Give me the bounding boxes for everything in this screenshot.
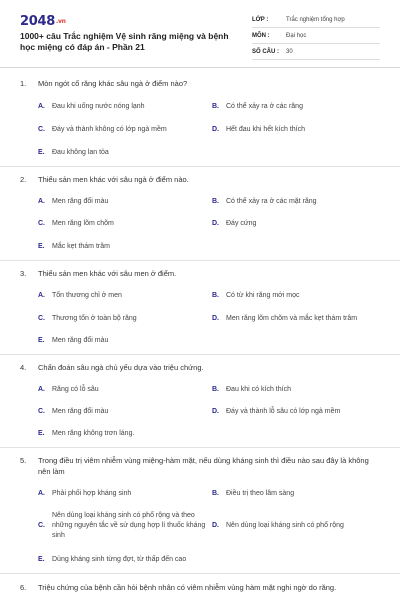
option-letter: A. <box>38 292 45 299</box>
option-text: Có thể xảy ra ở các răng <box>226 103 303 110</box>
question-divider <box>0 573 400 574</box>
question-body: Chẩn đoán sâu ngà chủ yếu dựa vào triệu chứng. <box>38 363 204 372</box>
document-meta <box>252 12 380 60</box>
option-a[interactable] <box>38 489 131 499</box>
option-letter: E. <box>38 556 45 563</box>
option-text: Răng có lỗ sâu <box>52 386 99 393</box>
meta-label: MÔN : <box>252 32 270 39</box>
option-letter: B. <box>212 292 219 299</box>
question-body: Mòn ngót cổ răng khác sâu ngà ở điểm nào? <box>38 79 188 88</box>
option-letter: C. <box>38 220 45 227</box>
option-letter: C. <box>38 315 45 322</box>
option-c[interactable] <box>38 219 114 229</box>
option-letter: A. <box>38 103 45 110</box>
option-text: Nên dùng loại kháng sinh có phổ rộng <box>226 522 344 529</box>
option-text: Có từ khi răng mới mọc <box>226 292 300 299</box>
meta-label: LỚP : <box>252 16 269 23</box>
option-a[interactable] <box>38 385 99 395</box>
meta-row-class <box>252 12 380 28</box>
option-e[interactable] <box>38 242 110 252</box>
option-text: Đau khi có kích thích <box>226 386 291 393</box>
option-text: Men răng đổi màu <box>52 337 109 344</box>
meta-value: Trắc nghiệm tổng hợp <box>286 16 345 23</box>
question-text <box>20 362 204 373</box>
option-a[interactable] <box>38 102 145 112</box>
meta-value: Đại học <box>286 32 307 39</box>
option-e[interactable] <box>38 148 109 158</box>
option-d[interactable] <box>212 521 344 531</box>
option-text: Thương tổn ở toàn bộ răng <box>52 315 137 322</box>
question-text <box>20 174 189 185</box>
option-text: Men răng không trơn láng. <box>52 430 135 437</box>
option-b[interactable] <box>212 102 303 112</box>
option-text: Đau không lan tỏa <box>52 149 109 156</box>
option-text: Điều trị theo lâm sàng <box>226 490 295 497</box>
option-text: Men răng lõm chõm <box>52 220 114 227</box>
option-text: Men răng đổi màu <box>52 198 109 205</box>
option-letter: B. <box>212 103 219 110</box>
meta-row-subject <box>252 28 380 44</box>
header-divider <box>0 67 400 68</box>
option-d[interactable] <box>212 407 340 417</box>
document-header <box>0 0 400 66</box>
option-d[interactable] <box>212 219 256 229</box>
question-body: Trong điều trị viêm nhiễm vùng miệng-hàm mặt, nếu dùng kháng sinh thì điều nào sau đây là không nên làm <box>38 456 369 476</box>
option-text: Phải phối hợp kháng sinh <box>52 490 132 497</box>
option-e[interactable] <box>38 429 134 439</box>
question-number: 2. <box>20 175 27 184</box>
question-number: 6. <box>20 583 27 592</box>
option-letter: A. <box>38 490 45 497</box>
option-text: Men răng đổi màu <box>52 408 109 415</box>
option-b[interactable] <box>212 197 317 207</box>
question-number: 3. <box>20 269 27 278</box>
option-text: Men răng lõm chõm và mắc kẹt thám trâm <box>226 315 358 322</box>
question-number: 1. <box>20 79 27 88</box>
option-letter: C. <box>38 408 45 415</box>
option-text: Có thể xảy ra ở các mặt răng <box>226 198 317 205</box>
question-number: 5. <box>20 456 27 465</box>
option-text: Tổn thương chỉ ở men <box>52 292 122 299</box>
question-text <box>20 582 390 593</box>
option-letter: E. <box>38 243 45 250</box>
option-letter: A. <box>38 198 45 205</box>
option-text: Nên dùng loại kháng sinh có phổ rộng và theo những nguyên tắc về sử dụng hợp lí thuốc kháng sinh <box>52 512 206 539</box>
question-text <box>20 455 380 477</box>
option-letter: D. <box>212 408 219 415</box>
logo-suffix: .vn <box>55 18 66 25</box>
option-letter: E. <box>38 337 45 344</box>
option-c[interactable] <box>38 314 137 324</box>
option-letter: D. <box>212 315 219 322</box>
option-letter: C. <box>38 126 45 133</box>
meta-label: SỐ CÂU : <box>252 48 279 55</box>
option-letter: E. <box>38 149 45 156</box>
logo-text: 2048 <box>20 14 55 29</box>
option-e[interactable] <box>38 336 108 346</box>
option-b[interactable] <box>212 385 291 395</box>
question-text <box>20 268 176 279</box>
option-text: Dùng kháng sinh từng đợt, từ thấp đến cao <box>52 556 187 563</box>
question-text <box>20 78 187 89</box>
option-letter: D. <box>212 522 219 529</box>
option-a[interactable] <box>38 291 122 301</box>
question-body: Triệu chứng của bệnh cần hỏi bệnh nhân có viêm nhiễm vùng hàm mặt nghi ngờ do răng. <box>38 583 337 592</box>
option-text: Mắc kẹt thám trâm <box>52 243 110 250</box>
option-text: Đau khi uống nước nóng lạnh <box>52 103 145 110</box>
option-letter: D. <box>212 220 219 227</box>
meta-row-count <box>252 44 380 60</box>
option-text: Hết đau khi hết kích thích <box>226 126 305 133</box>
option-letter: C. <box>38 522 45 529</box>
meta-value: 30 <box>286 48 293 55</box>
document-title: 1000+ câu Trắc nghiệm Vệ sinh răng miệng và bệnh học miệng có đáp án - Phần 21 <box>20 31 229 52</box>
option-d[interactable] <box>212 314 357 324</box>
option-c[interactable] <box>38 511 206 541</box>
question-number: 4. <box>20 363 27 372</box>
question-divider <box>0 354 400 355</box>
option-d[interactable] <box>212 125 305 135</box>
option-b[interactable] <box>212 291 299 301</box>
question-body: Thiểu sản men khác với sâu ngà ở điểm nào. <box>38 175 189 184</box>
option-e[interactable] <box>38 555 186 565</box>
site-logo[interactable] <box>20 14 66 29</box>
question-body: Thiểu sản men khác với sâu men ở điểm. <box>38 269 177 278</box>
option-c[interactable] <box>38 125 167 135</box>
option-letter: E. <box>38 430 45 437</box>
option-letter: D. <box>212 126 219 133</box>
option-letter: B. <box>212 386 219 393</box>
option-letter: B. <box>212 490 219 497</box>
question-divider <box>0 447 400 448</box>
option-text: Đáy và thành không có lớp ngà mềm <box>52 126 167 133</box>
option-a[interactable] <box>38 197 108 207</box>
option-b[interactable] <box>212 489 294 499</box>
question-divider <box>0 260 400 261</box>
option-c[interactable] <box>38 407 108 417</box>
option-text: Đáy và thành lỗ sâu có lớp ngà mềm <box>226 408 341 415</box>
option-letter: A. <box>38 386 45 393</box>
option-text: Đáy cứng <box>226 220 257 227</box>
question-divider <box>0 166 400 167</box>
option-letter: B. <box>212 198 219 205</box>
